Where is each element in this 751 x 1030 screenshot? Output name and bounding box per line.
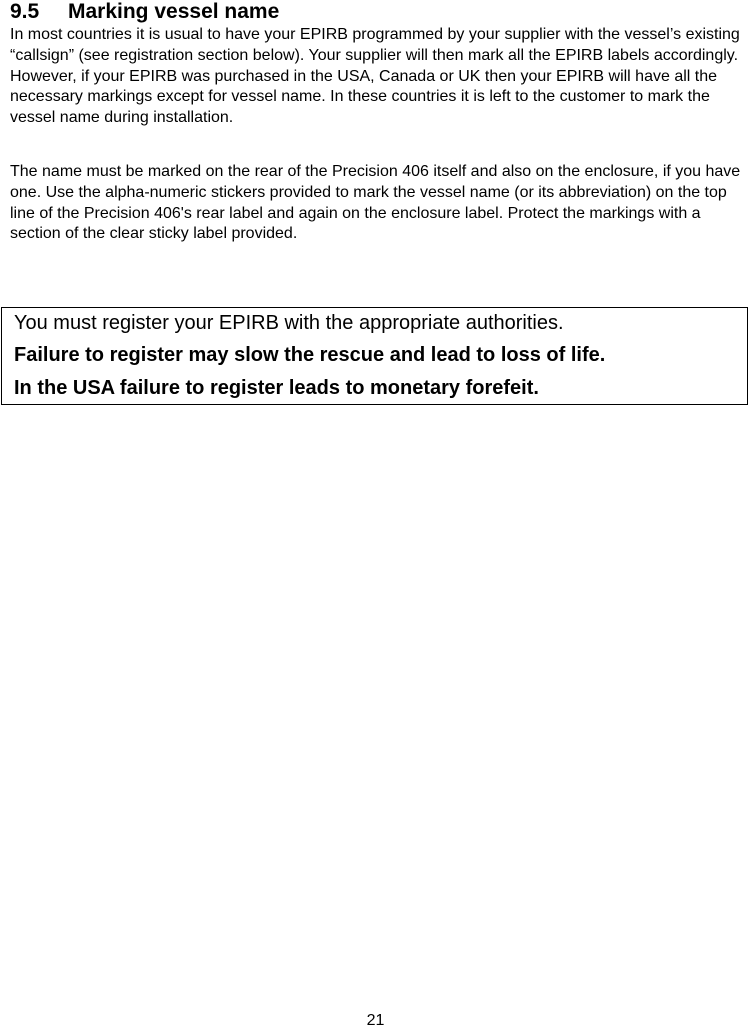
section-number: 9.5	[10, 0, 40, 23]
section-title: Marking vessel name	[68, 0, 280, 23]
notice-line-register: You must register your EPIRB with the appropriate authorities.	[14, 312, 564, 334]
registration-notice-box	[1, 307, 748, 405]
paragraph-marking-instructions: The name must be marked on the rear of the Precision 406 itself and also on the enclosure, if you have one. Use the alpha-numeric stickers provided to mark the vessel name (or its abbreviation) on the top line of the Precision 406's rear label and again on the enclosure label. Protect the markings with a section of the clear sticky label provided.	[10, 163, 741, 243]
section-heading	[10, 0, 279, 24]
paragraph-intro: In most countries it is usual to have your EPIRB programmed by your supplier with the vessel’s existing “callsign” (see registration section below). Your supplier will then mark all the EPIRB labels accordingly. However, if your EPIRB was purchased in the USA, Canada or UK then your EPIRB will have all the necessary markings except for vessel name. In these countries it is left to the customer to mark the vessel name during installation.	[10, 26, 740, 127]
notice-line-failure-warning: Failure to register may slow the rescue and lead to loss of life.	[14, 344, 606, 366]
page-number: 21	[366, 1012, 385, 1029]
notice-line-usa-forfeit: In the USA failure to register leads to monetary forefeit.	[14, 377, 539, 399]
